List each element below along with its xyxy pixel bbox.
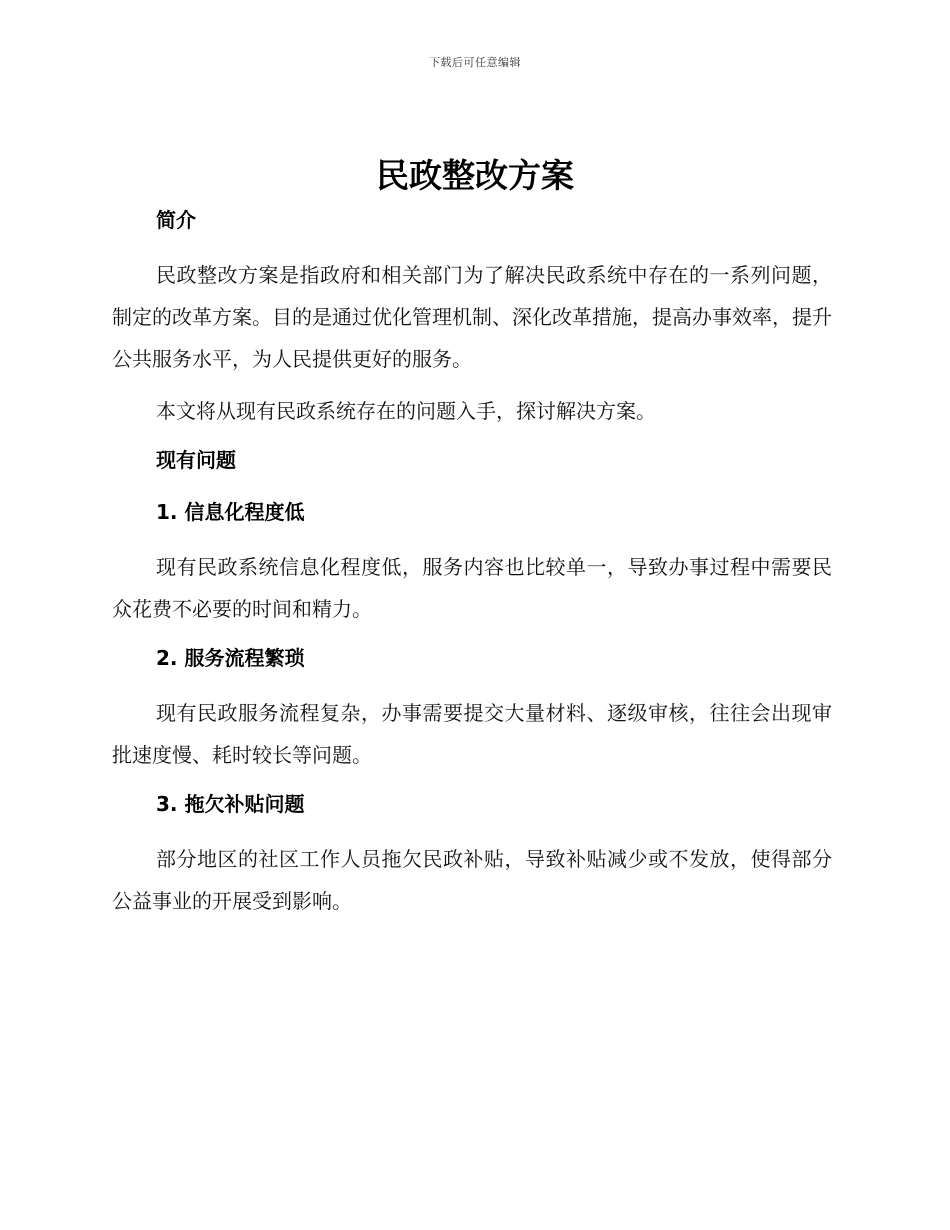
section-heading-intro: 简介: [156, 208, 196, 232]
document-body: [112, 202, 832, 932]
header-note: 下载后可任意编辑: [429, 56, 521, 69]
problem-3-paragraph: 部分地区的社区工作人员拖欠民政补贴，导致补贴减少或不发放，使得部分公益事业的开展受到影响。: [112, 847, 832, 913]
intro-paragraph-1: 民政整改方案是指政府和相关部门为了解决民政系统中存在的一系列问题，制定的改革方案。目的是通过优化管理机制、深化改革措施，提高办事效率，提升公共服务水平，为人民提供更好的服务。: [112, 263, 832, 371]
problem-1-heading: 1. 信息化程度低: [156, 500, 305, 524]
problem-1-paragraph: 现有民政系统信息化程度低，服务内容也比较单一，导致办事过程中需要民众花费不必要的时间和精力。: [112, 555, 832, 621]
intro-paragraph-2: 本文将从现有民政系统存在的问题入手，探讨解决方案。: [156, 399, 656, 423]
section-heading-problems: 现有问题: [156, 448, 236, 472]
problem-2-paragraph: 现有民政服务流程复杂，办事需要提交大量材料、逐级审核，往往会出现审批速度慢、耗时较长等问题。: [112, 701, 832, 767]
problem-2-heading: 2. 服务流程繁琐: [156, 646, 305, 670]
problem-3-heading: 3. 拖欠补贴问题: [156, 792, 305, 816]
document-title: 民政整改方案: [376, 156, 574, 195]
